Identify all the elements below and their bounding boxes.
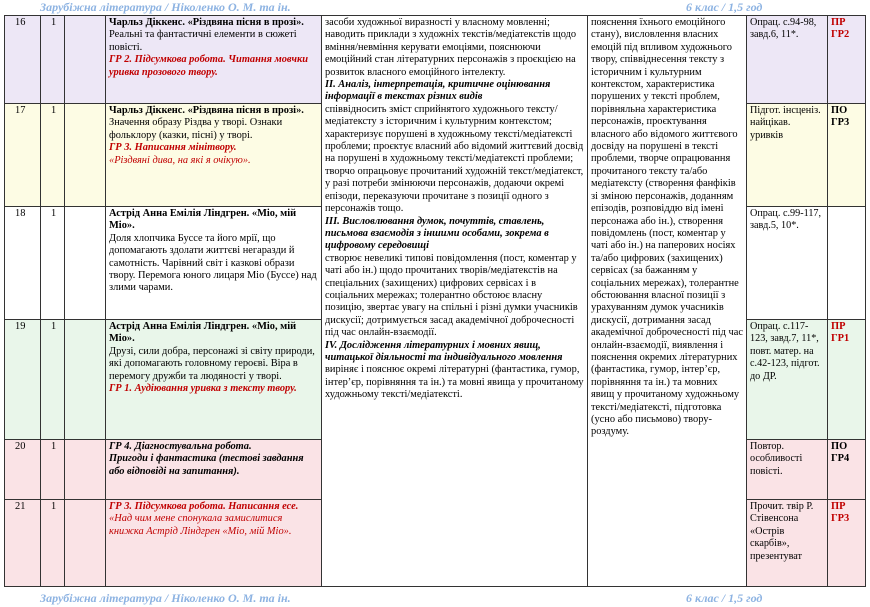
page-header — [0, 0, 870, 14]
row-20-hours: 1 — [40, 439, 65, 500]
row-17-hours: 1 — [40, 103, 65, 207]
row-20-empty — [64, 439, 106, 500]
row-21-task-quote: «Над чим мене спонукала замислитися книжка Астрід Ліндгрен «Міо, мій Міо». — [109, 513, 292, 537]
row-21-code: ПР ГР3 — [827, 499, 866, 587]
row-17-number: 17 — [4, 103, 41, 207]
row-16-topic — [105, 15, 322, 104]
row-18-number: 18 — [4, 206, 41, 320]
row-17-body: Значення образу Різдва у творі. Ознаки фольклору (казки, пісні) у творі. — [109, 117, 283, 141]
row-18-hours: 1 — [40, 206, 65, 320]
outcomes-p1: засоби художньої виразності у власному мовленні; наводить приклади з художніх текстів/медіатекстів щодо вміння/невміння керувати емоціями, пояснюючи емоційний стан літературних персонажів з проєкцією на розвиток власного емоційного інтелекту. — [325, 17, 577, 78]
row-18-homework: Опрац. с.99-117, завд.5, 10*. — [746, 206, 828, 320]
page-footer — [0, 591, 870, 605]
row-17-title: Чарльз Діккенс. «Різдвяна пісня в прозі». — [109, 105, 304, 116]
row-20-homework: Повтор. особливості повісті. — [746, 439, 828, 500]
outcomes-heading-4: IV. Дослідження літературних і мовних явищ, читацької діяльності та індивідуального мовлення — [325, 339, 563, 363]
row-19-number: 19 — [4, 319, 41, 440]
row-17-code: ПО ГР3 — [827, 103, 866, 207]
row-16-code: ПР ГР2 — [827, 15, 866, 104]
row-19-homework: Опрац. с.117-123, завд.7, 11*, повт. матер. на с.42-123, підгот. до ДР. — [746, 319, 828, 440]
row-20-task-desc: Пригоди і фантастика (тестові завдання або відповіді на запитання). — [109, 453, 304, 477]
footer-left: Зарубіжна література / Ніколенко О. М. та ін. — [40, 591, 291, 605]
row-17-topic — [105, 103, 322, 207]
learning-outcomes-cell — [321, 15, 588, 587]
row-20-topic — [105, 439, 322, 500]
row-17-task-quote: «Різдвяні дива, на які я очікую». — [109, 154, 251, 166]
row-16-hours: 1 — [40, 15, 65, 104]
row-21-empty — [64, 499, 106, 587]
row-18-code — [827, 206, 866, 320]
footer-right: 6 клас / 1,5 год — [686, 591, 763, 605]
outcomes-heading-2: ІІ. Аналіз, інтерпретація, критичне оцінювання інформації в текстах різних видів — [325, 79, 551, 103]
row-19-title: Астрід Анна Емілія Ліндгрен. «Міо, мій Міо». — [109, 321, 297, 345]
row-16-body: Реальні та фантастичні елементи в сюжеті повісті. — [109, 29, 297, 53]
row-20-task: ГР 4. Діагностувальна робота. — [109, 441, 252, 452]
row-18-title: Астрід Анна Емілія Ліндгрен. «Міо, мій Міо». — [109, 208, 297, 232]
row-19-topic — [105, 319, 322, 440]
row-16-empty — [64, 15, 106, 104]
row-17-task: ГР 3. Написання мінітвору. — [109, 142, 237, 154]
row-17-empty — [64, 103, 106, 207]
row-19-code: ПР ГР1 — [827, 319, 866, 440]
row-21-task: ГР 3. Підсумкова робота. Написання есе. — [109, 501, 299, 512]
row-21-hours: 1 — [40, 499, 65, 587]
row-20-code: ПО ГР4 — [827, 439, 866, 500]
outcomes-p2: співвідносить зміст сприйнятого художнього тексту/медіатексту з історичним і культурним контекстом; характеризує порушені в художньому тексті/медіатексті проблеми; проєктує власний або відомий життєвий досвід на порушені в художньому тексті/медіатексті проблеми; творчо опрацьовує прочитаний художній текст/медіатекст, у разі потреби змінюючи персонажів, додаючи окремі епізоди, переказуючи прочитане з позиції одного з персонажів тощо. — [325, 103, 584, 215]
row-16-task: ГР 2. Підсумкова робота. Читання мовчки уривка прозового твору. — [109, 54, 309, 78]
row-18-body: Доля хлопчика Буссе та його мрії, що допомагають здолати життєві негаразди й самотність. Чарівний світ і казкові образи твору. Перемога юного лицаря Міо (Буссе) над злими чарами. — [109, 232, 317, 294]
row-19-empty — [64, 319, 106, 440]
outcomes-heading-3: ІІІ. Висловлювання думок, почуттів, ставлень, письмова взаємодія з іншими особами, зокрема в цифровому середовищі — [325, 215, 549, 252]
row-21-homework: Прочит. твір Р. Стівенсона «Острів скарбів», презентуват — [746, 499, 828, 587]
row-19-hours: 1 — [40, 319, 65, 440]
outcomes-p3: створює невеликі типові повідомлення (пост, коментар у чаті або ін.) щодо прочитаних творів/медіатекстів на спеціальних (захищених) цифрових сервісах і в соціальних мережах; толерантно обстоює власну позицію, звертає увагу на спільні і різні думки учасників дискусії; дотримується засад академічної доброчесності під час онлайн-взаємодії. — [325, 252, 578, 339]
row-21-topic — [105, 499, 322, 587]
row-18-topic — [105, 206, 322, 320]
row-16-number: 16 — [4, 15, 41, 104]
row-16-title: Чарльз Діккенс. «Різдвяна пісня в прозі». — [109, 17, 304, 28]
activities-text: пояснення їхнього емоційного стану), висловлення власних емоцій під впливом художнього твору, співвіднесення тексту з історичним і культурним контекстом, характеристика порушених у тексті проблем, порівняльна характеристика персонажів, проєктування власного або відомого життєвого досвіду на порушені в тексті проблеми, творче опрацювання прочитаного тексту та/або медіатексту (створення фанфіків зі зміною персонажів, доданням епізодів, розповіддю від імені персонажа або ін.), створення повідомлень (пост, коментар у чаті або ін.) на паперових носіях та/або цифрових (захищених) сервісах (за бажанням у соціальних мережах), толерантне обстоювання власної позиції з урахуванням думок учасників дискусії, дотримання засад академічної доброчесності під час онлайн-взаємодії, виявлення і пояснення окремих літературних (фантастика, гумор, інтер’єр, порівняння та ін.) та мовних явищ у прочитаному художньому тексті/медіатексті, підготовка (усно або письмово) твору-роздуму. — [591, 17, 743, 438]
header-right: 6 клас / 1,5 год — [686, 0, 763, 14]
row-21-number: 21 — [4, 499, 41, 587]
row-20-number: 20 — [4, 439, 41, 500]
row-16-homework: Опрац. с.94-98, завд.6, 11*. — [746, 15, 828, 104]
header-left: Зарубіжна література / Ніколенко О. М. та ін. — [40, 0, 291, 14]
row-19-task: ГР 1. Аудіювання уривка з тексту твору. — [109, 383, 297, 395]
row-17-homework: Підгот. інсценіз. найцікав. уривків — [746, 103, 828, 207]
row-19-body: Друзі, сили добра, персонажі зі світу природи, які допомагають головному героєві. Віра в перемогу дружби та людяності у творі. — [109, 345, 315, 382]
activities-cell — [587, 15, 747, 587]
row-18-empty — [64, 206, 106, 320]
outcomes-p4: виріняє і пояснює окремі літературні (фантастика, гумор, інтер’єр, порівняння та ін.) та мовні явища у прочитаному художньому тексті/медіатексті. — [325, 364, 584, 401]
